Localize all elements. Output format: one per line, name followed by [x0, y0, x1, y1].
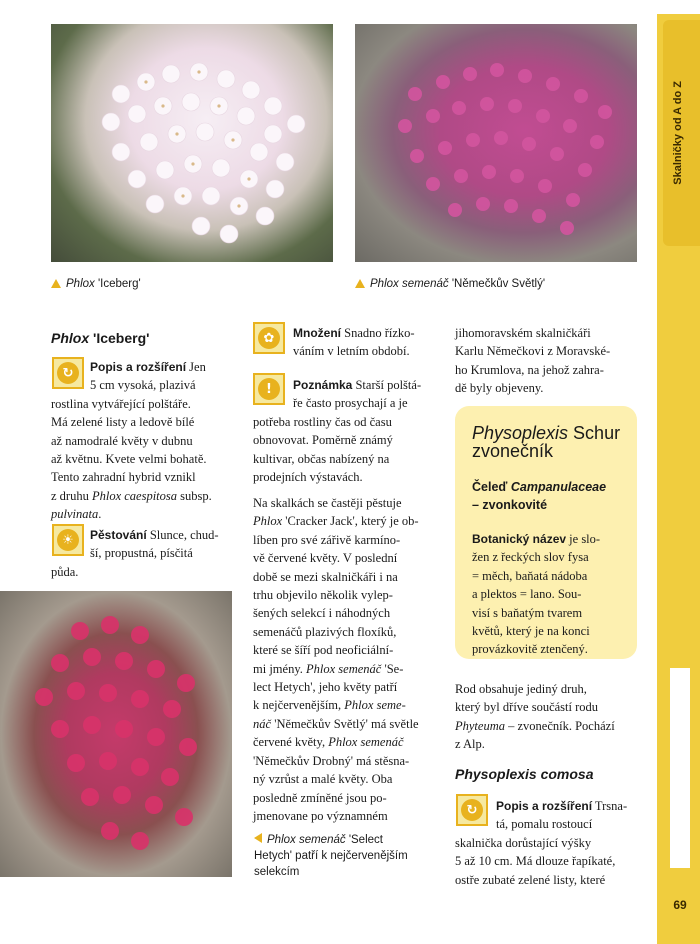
mnozeni-line: Snadno řízko-	[341, 326, 415, 340]
heading-genus: Phlox	[51, 330, 90, 346]
paragraph-line: Karlu Němečkovi z Moravské-	[455, 344, 611, 359]
species-popis-lead	[496, 797, 637, 834]
species-popis-line: Trsna-	[592, 799, 628, 813]
paragraph-line: jmenovane po významném	[253, 808, 388, 823]
pestovani-text	[51, 563, 233, 581]
popis-text-part: z druhu	[51, 488, 92, 503]
paragraph-italic: Phlox seme-	[344, 698, 406, 713]
genus-box-title	[472, 424, 632, 460]
popis-text	[51, 395, 233, 524]
paragraph-part: červené květy,	[253, 735, 329, 750]
popis-lead	[90, 358, 233, 395]
pestovani-line: Slunce, chud-	[146, 528, 219, 542]
note-icon: !	[253, 373, 285, 405]
box-line: je slo-	[566, 532, 601, 546]
paragraph-line	[253, 715, 436, 733]
family-czech: – zvonkovité	[472, 498, 548, 512]
pestovani-line: půda.	[51, 564, 79, 579]
paragraph-italic: náč	[253, 716, 272, 731]
caption-photo1-cultivar: 'Iceberg'	[94, 278, 141, 290]
caption-photo2-genus: Phlox semenáč	[370, 278, 449, 290]
popis-subspecies: pulvinata	[51, 507, 99, 522]
photo-phlox-select-hetych-art	[0, 591, 232, 877]
paragraph-part: mi jmény.	[253, 661, 307, 676]
poznamka-line: prodejních výstavách.	[253, 470, 363, 485]
caption-marker-left-icon	[254, 833, 262, 843]
paragraph-line	[253, 733, 436, 751]
side-tab-label	[656, 20, 700, 246]
side-tab-gap	[657, 0, 700, 14]
paragraph-line: semenáčů plazivých floxíků,	[253, 624, 397, 639]
pestovani-line: ší, propustná, písčitá	[90, 546, 193, 561]
photo-phlox-iceberg-art	[51, 24, 333, 262]
side-tab-title: Skalničky od A do Z	[672, 81, 684, 185]
popis-line	[51, 487, 233, 505]
species-popis-line: ostře zubaté zelené listy, které	[455, 872, 606, 887]
poznamka-line: obnovovat. Poměrně známý	[253, 433, 393, 448]
paragraph-part: 'Cracker Jack', který je ob-	[282, 514, 419, 529]
popis-line: Jen	[186, 360, 206, 374]
box-line: a plektos = lano. Sou-	[472, 587, 582, 602]
propagation-icon: ✿	[253, 322, 285, 354]
pestovani-label: Pěstování	[90, 528, 147, 542]
photo-phlox-iceberg	[51, 24, 333, 262]
paragraph-italic: Phlox semenáč	[306, 661, 382, 676]
genus-common-name: zvonečník	[472, 441, 554, 461]
section-heading-phlox-iceberg	[51, 330, 149, 346]
paragraph-line	[253, 696, 436, 714]
box-line: = měch, baňatá nádoba	[472, 568, 588, 583]
box-line: visí s baňatým tvarem	[472, 605, 583, 620]
species-heading: Physoplexis comosa	[455, 766, 594, 782]
popis-line: Má zelené listy a ledově bílé	[51, 415, 195, 430]
page-number: 69	[673, 898, 687, 912]
caption-photo1-genus: Phlox	[66, 278, 95, 290]
caption-photo3-rest: 'Select	[345, 834, 383, 846]
paragraph-line	[253, 660, 436, 678]
genus-paragraph	[455, 680, 637, 754]
paragraph-line: Na skalkách se častěji pěstuje	[253, 496, 402, 510]
poznamka-text	[253, 413, 436, 487]
paragraph-part: k nejčervenějším,	[253, 698, 345, 713]
paragraph-part: – zvonečník. Pochází	[504, 718, 615, 733]
photo-phlox-nemeckuv-svetly-art	[355, 24, 637, 262]
paragraph-line: líben pro své zářivě karmíno-	[253, 532, 401, 547]
paragraph-line: posledně zmíněné jsou po-	[253, 790, 387, 805]
popis-line	[51, 505, 233, 523]
caption-photo2-cultivar: 'Němečkův Světlý'	[448, 278, 546, 290]
poznamka-line: kultivar, občas nabízený na	[253, 451, 390, 466]
paragraph-italic: Phlox semenáč	[328, 735, 404, 750]
popis-line: rostlina vytvářející polštáře.	[51, 396, 191, 411]
genus-author: Schur	[568, 423, 621, 443]
mnozeni-label: Množení	[293, 326, 341, 340]
continuation-paragraph	[455, 324, 637, 398]
caption-photo3-line1	[254, 832, 408, 848]
caption-photo1	[51, 278, 141, 290]
box-line: květů, který je na konci	[472, 624, 590, 639]
description-icon: ↻	[52, 357, 84, 389]
popis-species: Phlox caespitosa	[91, 488, 178, 503]
paragraph-line: dě byly objeveny.	[455, 381, 544, 396]
poznamka-label: Poznámka	[293, 378, 353, 392]
paragraph-line: ný vzrůst a malé květy. Oba	[253, 772, 393, 787]
mnozeni-line: váním v letním období.	[293, 344, 410, 359]
caption-photo3-genus: Phlox semenáč	[267, 834, 346, 846]
caption-marker-icon	[51, 279, 61, 288]
paragraph-part: 'Němečkův Světlý' má světle	[271, 716, 419, 731]
paragraph-line: ho Krumlova, na jehož zahra-	[455, 362, 604, 377]
family-latin: Campanulaceae	[510, 480, 607, 494]
paragraph-line: které se šíří pod neoficiální-	[253, 643, 394, 658]
species-popis-line: skalnička dorůstající výšky	[455, 835, 592, 850]
paragraph-line: době se mezi skalničkáři i na	[253, 569, 398, 584]
caption-photo3-line2: Hetych' patří k nejčervenějším	[254, 850, 408, 862]
photo-phlox-select-hetych	[0, 591, 232, 877]
paragraph-line: Rod obsahuje jediný druh,	[455, 682, 587, 696]
paragraph-italic: Phyteuma	[455, 718, 505, 733]
paragraph-line: který byl dříve součástí rodu	[455, 700, 599, 715]
mnozeni-text	[293, 324, 436, 361]
paragraph-line: šených selekcí i náhodných	[253, 606, 391, 621]
poznamka-line: ře často prosychají a je	[293, 396, 408, 411]
caption-marker-icon	[355, 279, 365, 288]
paragraph-line	[253, 512, 436, 530]
paragraph-line: jihomoravském skalničkáři	[455, 326, 591, 340]
poznamka-line: Starší polštá-	[352, 378, 422, 392]
caption-photo2	[355, 278, 545, 290]
box-line: žen z řeckých slov fysa	[472, 550, 589, 565]
popis-line: až květnu. Kvete velmi bohatě.	[51, 452, 207, 467]
heading-cultivar: 'Iceberg'	[89, 330, 150, 346]
species-popis-label: Popis a rozšíření	[496, 799, 593, 813]
species-popis-text	[455, 834, 637, 889]
pestovani-lead	[90, 526, 233, 563]
poznamka-lead	[293, 376, 436, 413]
cultivars-paragraph	[253, 494, 436, 825]
paragraph-line	[455, 717, 637, 735]
paragraph-part: 'Se-	[381, 661, 404, 676]
description-icon-2: ↻	[456, 794, 488, 826]
box-line: provázkovitě ztenčený.	[472, 642, 588, 657]
photo-phlox-nemeckuv-svetly	[355, 24, 637, 262]
family-line	[472, 478, 632, 514]
popis-line: Tento zahradní hybrid vznikl	[51, 470, 196, 485]
popis-line: až namodralé květy v dubnu	[51, 433, 193, 448]
caption-photo3	[254, 832, 408, 880]
paragraph-line: trhu objevilo několik vylep-	[253, 588, 393, 603]
caption-photo3-line3: selekcím	[254, 866, 300, 878]
side-tab-marker	[670, 668, 690, 868]
botanical-name-label: Botanický název	[472, 532, 567, 546]
popis-label: Popis a rozšíření	[90, 360, 187, 374]
popis-text-part: .	[98, 507, 102, 522]
paragraph-line: vě červené květy. V poslední	[253, 551, 398, 566]
cultivation-icon: ☀	[52, 524, 84, 556]
species-popis-line: 5 až 10 cm. Má dlouze řapíkaté,	[455, 854, 616, 869]
popis-text-part: subsp.	[177, 488, 212, 503]
botanical-name-text	[472, 530, 624, 659]
paragraph-italic: Phlox	[253, 514, 283, 529]
poznamka-line: potřeba rostliny čas od času	[253, 414, 392, 429]
paragraph-line: lect Hetych', jeho květy patří	[253, 680, 398, 695]
family-label: Čeleď	[472, 480, 511, 494]
species-popis-line: tá, pomalu rostoucí	[496, 817, 593, 832]
paragraph-line: 'Němečkův Drobný' má stěsna-	[253, 753, 410, 768]
paragraph-line: z Alp.	[455, 737, 485, 752]
genus-name: Physoplexis	[472, 423, 569, 443]
popis-line: 5 cm vysoká, plazivá	[90, 378, 196, 393]
